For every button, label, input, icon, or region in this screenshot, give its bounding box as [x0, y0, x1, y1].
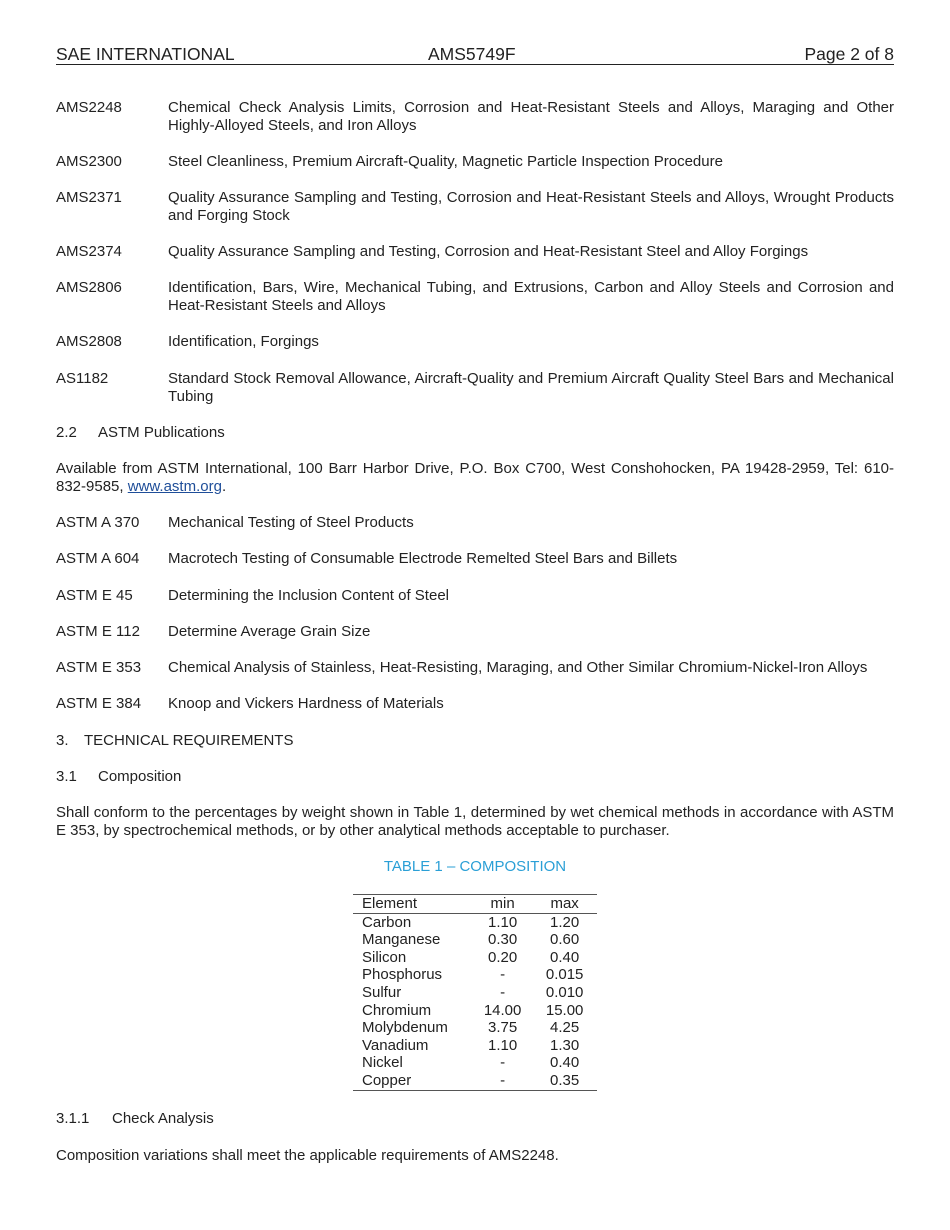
element-cell: Chromium [362, 1001, 432, 1019]
element-cell: Manganese [362, 931, 441, 949]
min-cell: 14.00 [483, 1001, 522, 1019]
reference-code: AMS2248 [56, 99, 122, 116]
reference-code: AS1182 [56, 370, 109, 387]
section-number: 3.1.1 [56, 1110, 90, 1127]
table-caption: TABLE 1 – COMPOSITION [383, 858, 567, 875]
max-cell: 0.40 [550, 948, 580, 966]
section-title: Check Analysis [112, 1110, 214, 1127]
table-row [353, 966, 597, 984]
reference-description: Quality Assurance Sampling and Testing, Corrosion and Heat-Resistant Steel and Alloy Forgings [168, 243, 809, 260]
section-title: ASTM Publications [98, 424, 225, 441]
column-header: min [473, 895, 532, 914]
element-cell: Carbon [362, 913, 412, 931]
reference-code: AMS2808 [56, 333, 122, 350]
table-row [353, 1019, 597, 1037]
header-org: SAE INTERNATIONAL [56, 44, 235, 64]
reference-description: Steel Cleanliness, Premium Aircraft-Quality, Magnetic Particle Inspection Procedure [168, 153, 723, 170]
reference-code: ASTM E 384 [56, 695, 142, 712]
check-analysis-paragraph: Composition variations shall meet the applicable requirements of AMS2248. [56, 1147, 559, 1164]
min-cell: 1.10 [488, 1036, 518, 1054]
reference-code: ASTM E 112 [56, 623, 140, 640]
column-header: Element [353, 895, 473, 914]
min-cell: - [473, 1072, 532, 1090]
element-cell: Nickel [362, 1054, 403, 1072]
max-cell: 1.20 [550, 913, 580, 931]
table-row [353, 949, 597, 967]
min-cell: 0.30 [488, 931, 518, 949]
composition-table [353, 894, 597, 1091]
reference-code: AMS2300 [56, 153, 122, 170]
availability-text: Available from ASTM International, 100 Barr Harbor Drive, P.O. Box C700, West Conshohocken, PA 19428-2959, Tel: 610-832-9585, [56, 460, 894, 495]
column-header: max [532, 895, 597, 914]
section-title: TECHNICAL REQUIREMENTS [84, 732, 294, 749]
table-header-row [353, 895, 597, 914]
astm-website-link[interactable]: www.astm.org [127, 478, 222, 495]
section-number: 3. [56, 732, 69, 749]
reference-code: ASTM A 370 [56, 514, 140, 531]
table-row [353, 913, 597, 931]
reference-description: Chemical Check Analysis Limits, Corrosion and Heat-Resistant Steels and Alloys, Maraging and Other Highly-Alloyed Steels, and Iron Alloys [168, 99, 894, 134]
max-cell: 4.25 [550, 1019, 580, 1037]
reference-code: AMS2371 [56, 189, 122, 206]
header-page-number: Page 2 of 8 [804, 44, 894, 64]
max-cell: 1.30 [550, 1036, 580, 1054]
element-cell: Copper [353, 1072, 473, 1090]
header-doc-number: AMS5749F [428, 44, 516, 64]
max-cell: 0.010 [545, 983, 584, 1001]
reference-description: Knoop and Vickers Hardness of Materials [168, 695, 444, 712]
max-cell: 0.60 [550, 931, 580, 949]
section-heading-3-1 [56, 768, 181, 786]
max-cell: 0.40 [550, 1054, 580, 1072]
min-cell: 1.10 [488, 913, 518, 931]
reference-description: Identification, Forgings [168, 333, 319, 350]
min-cell: - [500, 983, 506, 1001]
reference-code: ASTM E 353 [56, 659, 142, 676]
section-number: 3.1 [56, 768, 77, 785]
element-cell: Silicon [362, 948, 407, 966]
reference-code: AMS2806 [56, 279, 122, 296]
min-cell: - [500, 1054, 506, 1072]
table-row [353, 1072, 597, 1090]
section-title: Composition [98, 768, 182, 785]
min-cell: 0.20 [488, 948, 518, 966]
max-cell: 0.015 [545, 966, 584, 984]
min-cell: - [500, 966, 506, 984]
reference-description: Identification, Bars, Wire, Mechanical Tubing, and Extrusions, Carbon and Alloy Steels and Corrosion and Heat-Resistant Steels and Alloys [168, 279, 894, 314]
min-cell: 3.75 [488, 1019, 518, 1037]
section-heading-3-1-1 [56, 1110, 214, 1128]
astm-availability-paragraph [56, 460, 894, 496]
element-cell: Phosphorus [362, 966, 443, 984]
max-cell: 15.00 [545, 1001, 584, 1019]
element-cell: Sulfur [362, 983, 402, 1001]
max-cell: 0.35 [532, 1072, 597, 1090]
table-row [353, 1037, 597, 1055]
reference-code: ASTM A 604 [56, 550, 140, 567]
reference-description: Quality Assurance Sampling and Testing, Corrosion and Heat-Resistant Steels and Alloys, Wrought Products and Forging Stock [168, 189, 894, 224]
table-row [353, 1054, 597, 1072]
reference-description: Standard Stock Removal Allowance, Aircraft-Quality and Premium Aircraft Quality Steel Bars and Mechanical Tubing [168, 370, 894, 405]
reference-code: ASTM E 45 [56, 587, 133, 604]
table-row [353, 984, 597, 1002]
composition-paragraph: Shall conform to the percentages by weight shown in Table 1, determined by wet chemical methods in accordance with ASTM E 353, by spectrochemical methods, or by other analytical methods acceptable to purchaser. [56, 804, 894, 839]
reference-description: Macrotech Testing of Consumable Electrode Remelted Steel Bars and Billets [168, 550, 678, 567]
element-cell: Molybdenum [362, 1019, 448, 1037]
section-heading-2-2 [56, 424, 225, 442]
table-row [353, 931, 597, 949]
element-cell: Vanadium [362, 1036, 429, 1054]
section-heading-3 [56, 732, 293, 750]
reference-description: Determine Average Grain Size [168, 623, 371, 640]
page-header [56, 44, 894, 65]
reference-description: Mechanical Testing of Steel Products [168, 514, 414, 531]
section-number: 2.2 [56, 424, 77, 441]
table-row [353, 1002, 597, 1020]
reference-code: AMS2374 [56, 243, 122, 260]
availability-end: . [221, 478, 227, 495]
reference-description: Chemical Analysis of Stainless, Heat-Resisting, Maraging, and Other Similar Chromium-Nickel-Iron Alloys [168, 659, 868, 676]
reference-description: Determining the Inclusion Content of Steel [168, 587, 449, 604]
